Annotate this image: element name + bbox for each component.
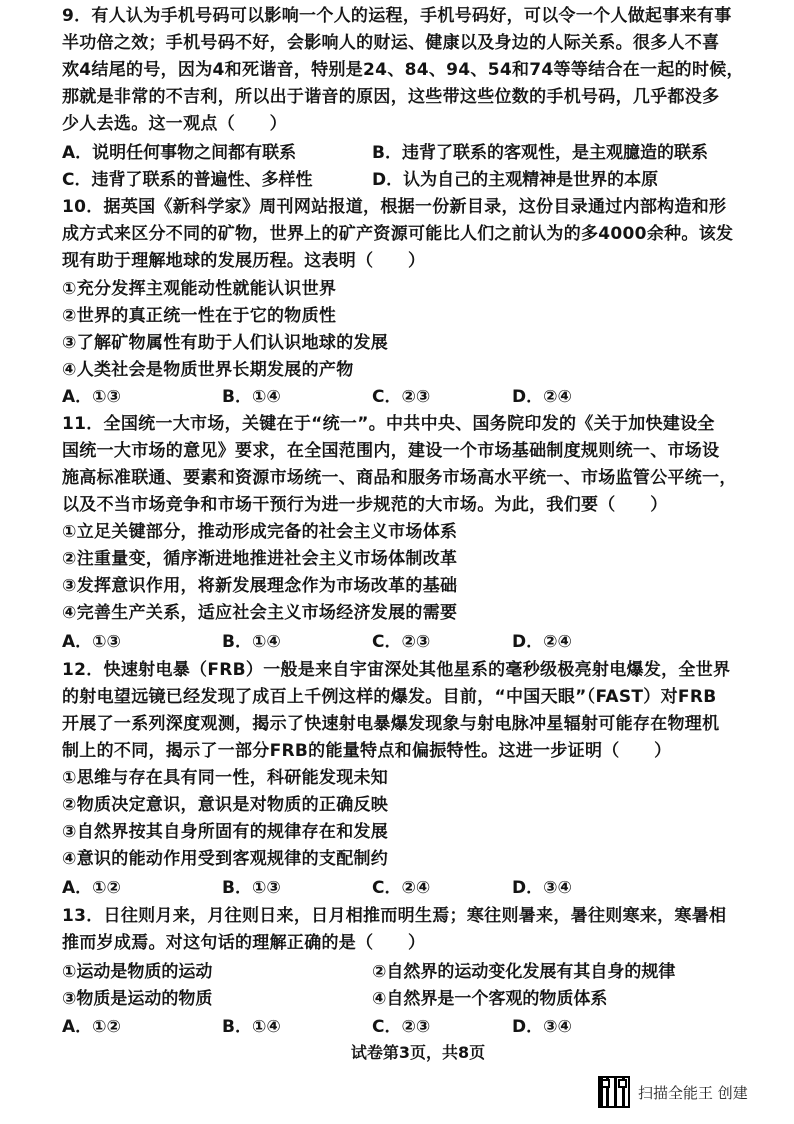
q13-item: ④自然界是一个客观的物质体系 bbox=[372, 989, 608, 1009]
q12-option-a[interactable]: A．①② bbox=[62, 878, 121, 898]
q11-item: ①立足关键部分，推动形成完备的社会主义市场体系 bbox=[62, 522, 458, 542]
q11-line: 以及不当市场竞争和市场干预行为进一步规范的大市场。为此，我们要（ ） bbox=[62, 495, 668, 515]
q11-option-a[interactable]: A．①③ bbox=[62, 632, 121, 652]
q12-item: ②物质决定意识，意识是对物质的正确反映 bbox=[62, 795, 389, 815]
q9-option-b[interactable]: B．违背了联系的客观性，是主观臆造的联系 bbox=[372, 143, 708, 163]
q9-option-a[interactable]: A．说明任何事物之间都有联系 bbox=[62, 143, 297, 163]
q10-line: 10．据英国《新科学家》周刊网站报道，根据一份新目录，这份目录通过内部构造和形 bbox=[62, 197, 727, 217]
q13-item: ③物质是运动的物质 bbox=[62, 989, 213, 1009]
q11-option-c[interactable]: C．②③ bbox=[372, 632, 431, 652]
q13-line: 推而岁成焉。对这句话的理解正确的是（ ） bbox=[62, 933, 426, 953]
q10-option-a[interactable]: A．①③ bbox=[62, 387, 121, 407]
q10-line: 现有助于理解地球的发展历程。这表明（ ） bbox=[62, 251, 426, 271]
qr-code-icon bbox=[598, 1076, 630, 1108]
q9-option-c[interactable]: C．违背了联系的普遍性、多样性 bbox=[62, 170, 313, 190]
q10-line: 成方式来区分不同的矿物，世界上的矿产资源可能比人们之前认为的多4000余种。该发 bbox=[62, 224, 734, 244]
q12-line: 开展了一系列深度观测，揭示了快速射电暴爆发现象与射电脉冲星辐射可能存在物理机 bbox=[62, 714, 720, 734]
q12-line: 制上的不同，揭示了一部分FRB的能量特点和偏振特性。这进一步证明（ ） bbox=[62, 741, 672, 761]
q13-option-d[interactable]: D．③④ bbox=[512, 1017, 572, 1037]
q11-line: 11．全国统一大市场，关键在于“统一”。中共中央、国务院印发的《关于加快建设全 bbox=[62, 414, 715, 434]
q13-option-b[interactable]: B．①④ bbox=[222, 1017, 281, 1037]
q9-option-d[interactable]: D．认为自己的主观精神是世界的本原 bbox=[372, 170, 659, 190]
q11-line: 国统一大市场的意见》要求，在全国范围内，建设一个市场基础制度规则统一、市场设 bbox=[62, 441, 720, 461]
page-footer: 试卷第3页，共8页 bbox=[350, 1043, 486, 1062]
q12-option-c[interactable]: C．②④ bbox=[372, 878, 431, 898]
q13-item: ①运动是物质的运动 bbox=[62, 962, 213, 982]
q10-option-b[interactable]: B．①④ bbox=[222, 387, 281, 407]
scanner-watermark: 扫描全能王 创建 bbox=[638, 1084, 748, 1102]
q13-option-c[interactable]: C．②③ bbox=[372, 1017, 431, 1037]
q12-item: ③自然界按其自身所固有的规律存在和发展 bbox=[62, 822, 389, 842]
q12-line: 12．快速射电暴（FRB）一般是来自宇宙深处其他星系的毫秒级极亮射电爆发，全世界 bbox=[62, 660, 731, 680]
q13-item: ②自然界的运动变化发展有其自身的规律 bbox=[372, 962, 676, 982]
q10-item: ③了解矿物属性有助于人们认识地球的发展 bbox=[62, 333, 389, 353]
q12-item: ①思维与存在具有同一性，科研能发现未知 bbox=[62, 768, 389, 788]
q9-line: 半功倍之效；手机号码不好，会影响人的财运、健康以及身边的人际关系。很多人不喜 bbox=[62, 33, 720, 53]
q11-option-d[interactable]: D．②④ bbox=[512, 632, 572, 652]
q11-item: ②注重量变，循序渐进地推进社会主义市场体制改革 bbox=[62, 549, 458, 569]
q11-item: ④完善生产关系，适应社会主义市场经济发展的需要 bbox=[62, 603, 458, 623]
q9-line: 少人去选。这一观点（ ） bbox=[62, 114, 287, 134]
q11-line: 施高标准联通、要素和资源市场统一、商品和服务市场高水平统一、市场监管公平统一， bbox=[62, 468, 737, 488]
q13-option-a[interactable]: A．①② bbox=[62, 1017, 121, 1037]
q13-line: 13．日往则月来，月往则日来，日月相推而明生焉；寒往则暑来，暑往则寒来，寒暑相 bbox=[62, 906, 727, 926]
q10-item: ④人类社会是物质世界长期发展的产物 bbox=[62, 360, 354, 380]
q10-option-d[interactable]: D．②④ bbox=[512, 387, 572, 407]
q12-item: ④意识的能动作用受到客观规律的支配制约 bbox=[62, 849, 389, 869]
q10-option-c[interactable]: C．②③ bbox=[372, 387, 431, 407]
q10-item: ①充分发挥主观能动性就能认识世界 bbox=[62, 279, 337, 299]
q12-line: 的射电望远镜已经发现了成百上千例这样的爆发。目前，“中国天眼”（FAST）对FRB bbox=[62, 687, 717, 707]
q11-item: ③发挥意识作用，将新发展理念作为市场改革的基础 bbox=[62, 576, 458, 596]
q11-option-b[interactable]: B．①④ bbox=[222, 632, 281, 652]
q9-line: 9．有人认为手机号码可以影响一个人的运程，手机号码好，可以令一个人做起事来有事 bbox=[62, 6, 732, 26]
q12-option-b[interactable]: B．①③ bbox=[222, 878, 281, 898]
q9-line: 那就是非常的不吉利，所以出于谐音的原因，这些带这些位数的手机号码，几乎都没多 bbox=[62, 87, 720, 107]
q9-line: 欢4结尾的号，因为4和死谐音，特别是24、84、94、54和74等等结合在一起的时候， bbox=[62, 60, 744, 80]
q12-option-d[interactable]: D．③④ bbox=[512, 878, 572, 898]
q10-item: ②世界的真正统一性在于它的物质性 bbox=[62, 306, 337, 326]
